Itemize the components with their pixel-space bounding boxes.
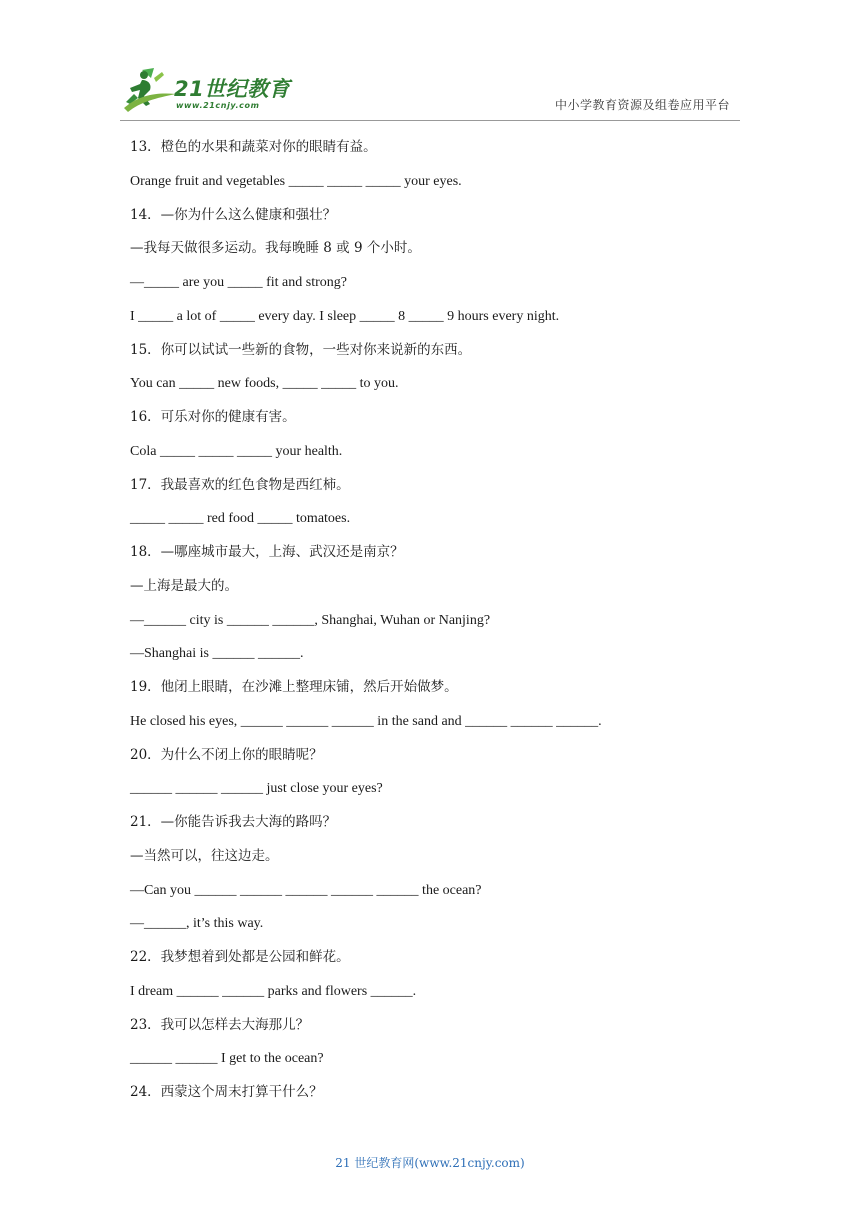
question-24-chinese: 24．西蒙这个周末打算干什么？	[130, 1084, 323, 1100]
question-19-english: He closed his eyes, ______ ______ ______ in the sand and ______ ______ ______.	[130, 713, 602, 729]
question-22-english: I dream ______ ______ parks and flowers ______.	[130, 983, 417, 999]
question-17-chinese: 17．我最喜欢的红色食物是西红柿。	[130, 476, 350, 493]
question-18-chinese-answer: —上海是最大的。	[130, 577, 238, 594]
question-20-chinese: 20．为什么不闭上你的眼睛呢？	[130, 746, 323, 763]
logo-url: www.21cnjy.com	[176, 101, 260, 110]
question-14-english-answer: I _____ a lot of _____ every day. I sleep _____ 8 _____ 9 hours every night.	[130, 308, 560, 324]
question-18-chinese: 18．—哪座城市最大，上海、武汉还是南京？	[130, 544, 404, 560]
question-13-chinese: 13．橙色的水果和蔬菜对你的眼睛有益。	[130, 139, 377, 155]
page-header	[0, 0, 860, 125]
question-14-chinese: 14．—你为什么这么健康和强壮？	[130, 206, 337, 223]
question-18-english-question: —______ city is ______ ______, Shanghai, Wuhan or Nanjing?	[130, 612, 491, 628]
question-13-english: Orange fruit and vegetables _____ _____ _____ your eyes.	[130, 173, 462, 189]
question-19-chinese: 19．他闭上眼睛，在沙滩上整理床铺，然后开始做梦。	[130, 679, 458, 695]
question-14-english-question: —_____ are you _____ fit and strong?	[130, 275, 347, 290]
question-23-english: ______ ______ I get to the ocean?	[130, 1051, 324, 1067]
question-20-english: ______ ______ ______ just close your eyes?	[130, 781, 383, 797]
question-22-chinese: 22．我梦想着到处都是公园和鲜花。	[130, 949, 350, 965]
question-18-english-answer: —Shanghai is ______ ______.	[130, 646, 304, 662]
exercise-list	[130, 131, 750, 1110]
runner-icon	[120, 66, 180, 112]
site-logo	[120, 66, 295, 114]
question-21-chinese-answer: —当然可以，往这边走。	[130, 847, 279, 864]
question-16-chinese: 16．可乐对你的健康有害。	[130, 409, 296, 425]
question-21-english-question: —Can you ______ ______ ______ ______ ______ the ocean?	[130, 882, 482, 898]
logo-text: 21世纪教育	[174, 77, 291, 101]
page-footer: 21 世纪教育网(www.21cnjy.com)	[335, 1156, 525, 1170]
question-21-chinese: 21．—你能告诉我去大海的路吗？	[130, 814, 337, 830]
platform-title: 中小学教育资源及组卷应用平台	[554, 98, 730, 112]
question-21-english-answer: —______, it’s this way.	[130, 916, 264, 932]
question-15-english: You can _____ new foods, _____ _____ to you.	[130, 376, 399, 392]
question-17-english: _____ _____ red food _____ tomatoes.	[130, 511, 351, 527]
question-15-chinese: 15．你可以试试一些新的食物，一些对你来说新的东西。	[130, 341, 472, 358]
question-16-english: Cola _____ _____ _____ your health.	[130, 443, 343, 459]
question-14-chinese-answer: —我每天做很多运动。我每晚睡 8 或 9 个小时。	[130, 240, 421, 257]
question-23-chinese: 23．我可以怎样去大海那儿？	[130, 1016, 310, 1033]
header-divider	[120, 120, 740, 121]
